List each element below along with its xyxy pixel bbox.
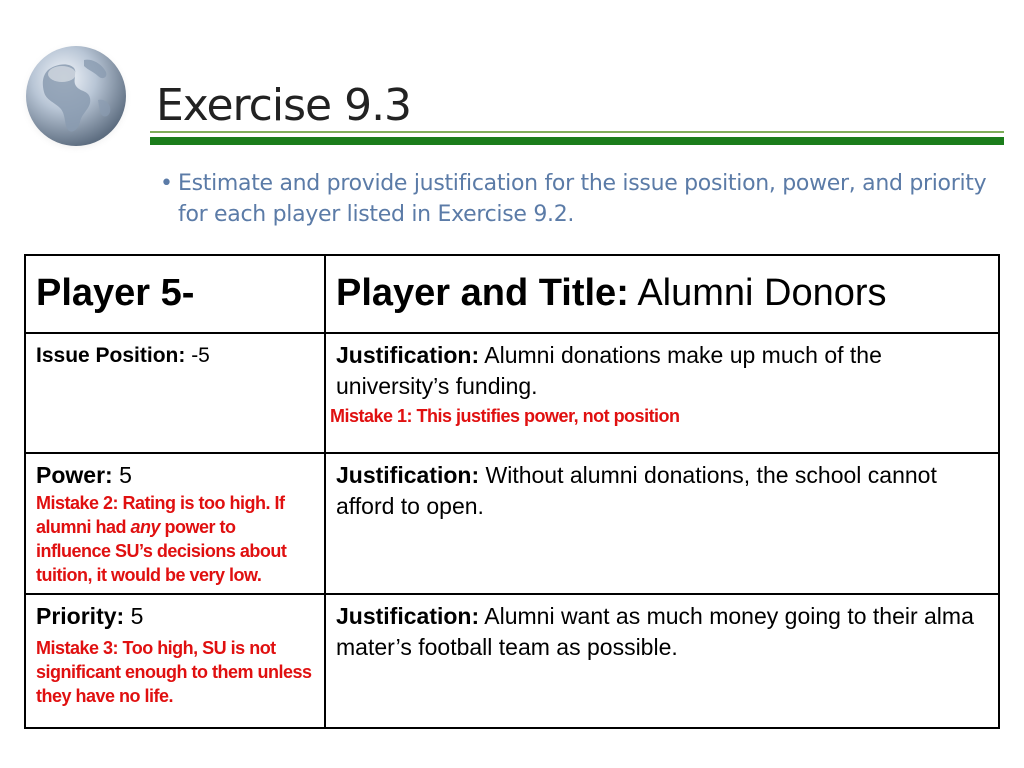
issue-justification-label: Justification: [336, 342, 480, 368]
priority-cell [25, 594, 325, 728]
power-value: 5 [112, 462, 132, 488]
player-title-value: Alumni Donors [628, 272, 887, 314]
player-number-cell [25, 255, 325, 333]
issue-position-label: Issue Position: [36, 344, 186, 367]
mistake-2-emphasis: any [130, 517, 161, 537]
priority-justification-label: Justification: [336, 603, 480, 629]
table-row-power [25, 453, 999, 594]
player-title-label: Player and Title: [336, 272, 629, 314]
power-label: Power: [36, 462, 113, 488]
table-row-issue [25, 333, 999, 453]
power-justification-text: Without alumni donations, the school cannot afford to open. [336, 462, 937, 519]
priority-value: 5 [124, 603, 144, 629]
issue-justification-text: Alumni donations make up much of the university’s funding. [336, 342, 882, 399]
power-justification-cell [325, 453, 999, 594]
mistake-2-note [36, 491, 314, 587]
title-rule-thin [150, 131, 1004, 133]
issue-justification-cell [325, 333, 999, 453]
priority-label: Priority: [36, 603, 125, 629]
issue-position-value: -5 [185, 344, 210, 367]
table-row-priority [25, 594, 999, 728]
title-rule-thick [150, 137, 1004, 145]
mistake-1-note: Mistake 1: This justifies power, not position [330, 406, 680, 426]
priority-justification-cell [325, 594, 999, 728]
table-row-header [25, 255, 999, 333]
mistake-3-note: Mistake 3: Too high, SU is not significant enough to them unless they have no life. [36, 638, 312, 706]
mistake-2-text-b: power to influence SU’s decisions about tuition, it would be very low. [36, 517, 287, 585]
mistake-2-text-a: Mistake 2: Rating is too high. If alumni had [36, 493, 285, 537]
player-number: Player 5- [36, 272, 195, 314]
issue-position-cell [25, 333, 325, 453]
power-justification-label: Justification: [336, 462, 480, 488]
priority-justification-text: Alumni want as much money going to their alma mater’s football team as possible. [336, 603, 974, 660]
power-cell [25, 453, 325, 594]
player-table [24, 254, 1000, 729]
globe-icon [18, 38, 134, 154]
player-title-cell [325, 255, 999, 333]
bullet-dot: • [160, 171, 173, 196]
bullet-point [160, 168, 990, 230]
slide-title: Exercise 9.3 [156, 80, 412, 131]
bullet-text: Estimate and provide justification for the issue position, power, and priority for each player listed in Exercise 9.2. [178, 171, 987, 227]
